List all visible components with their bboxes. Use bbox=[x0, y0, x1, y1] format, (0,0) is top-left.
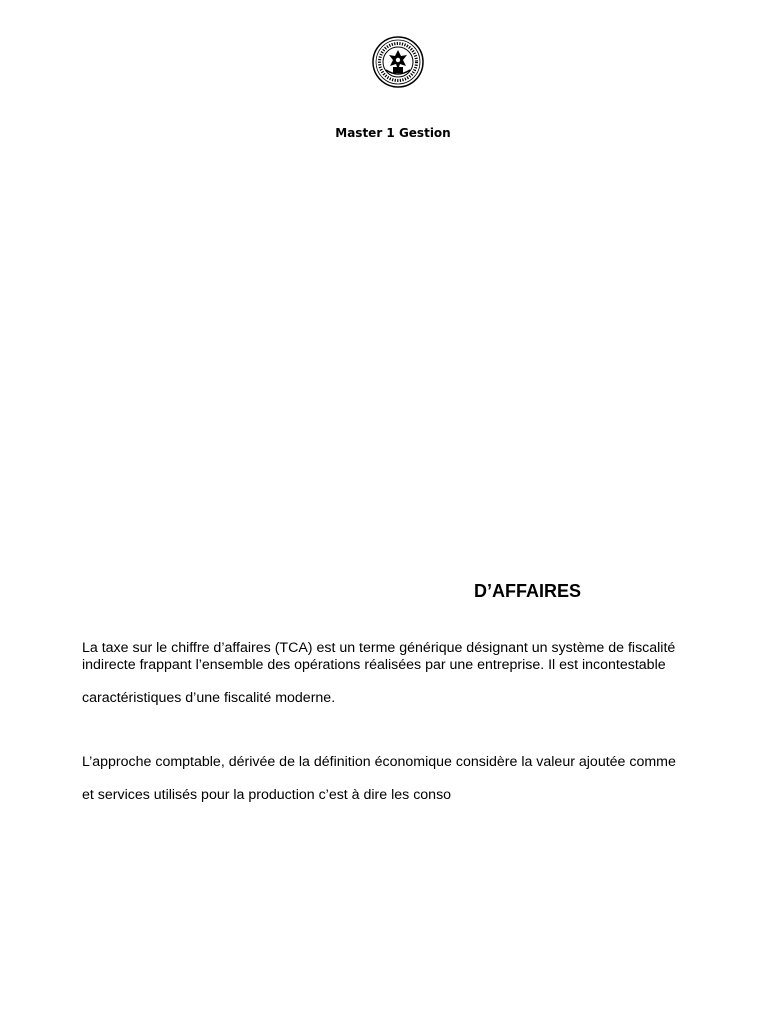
paragraph-2-line-2: et services utilisés pour la production c’est à dire les conso bbox=[82, 787, 452, 803]
section-heading: D’AFFAIRES bbox=[474, 581, 582, 601]
subtitle: Master 1 Gestion bbox=[335, 126, 451, 140]
paragraph-1-line-2: indirecte frappant l’ensemble des opérations réalisées par une entreprise. Il est incontestable bbox=[82, 657, 666, 673]
paragraph-1-line-1: La taxe sur le chiffre d’affaires (TCA) est un terme générique désignant un système de fiscalité bbox=[82, 640, 676, 656]
paragraph-1-line-3: caractéristiques d’une fiscalité moderne. bbox=[82, 690, 336, 706]
paragraph-2-line-1: L’approche comptable, dérivée de la définition économique considère la valeur ajoutée comme bbox=[82, 754, 676, 770]
university-seal-icon bbox=[372, 36, 424, 88]
